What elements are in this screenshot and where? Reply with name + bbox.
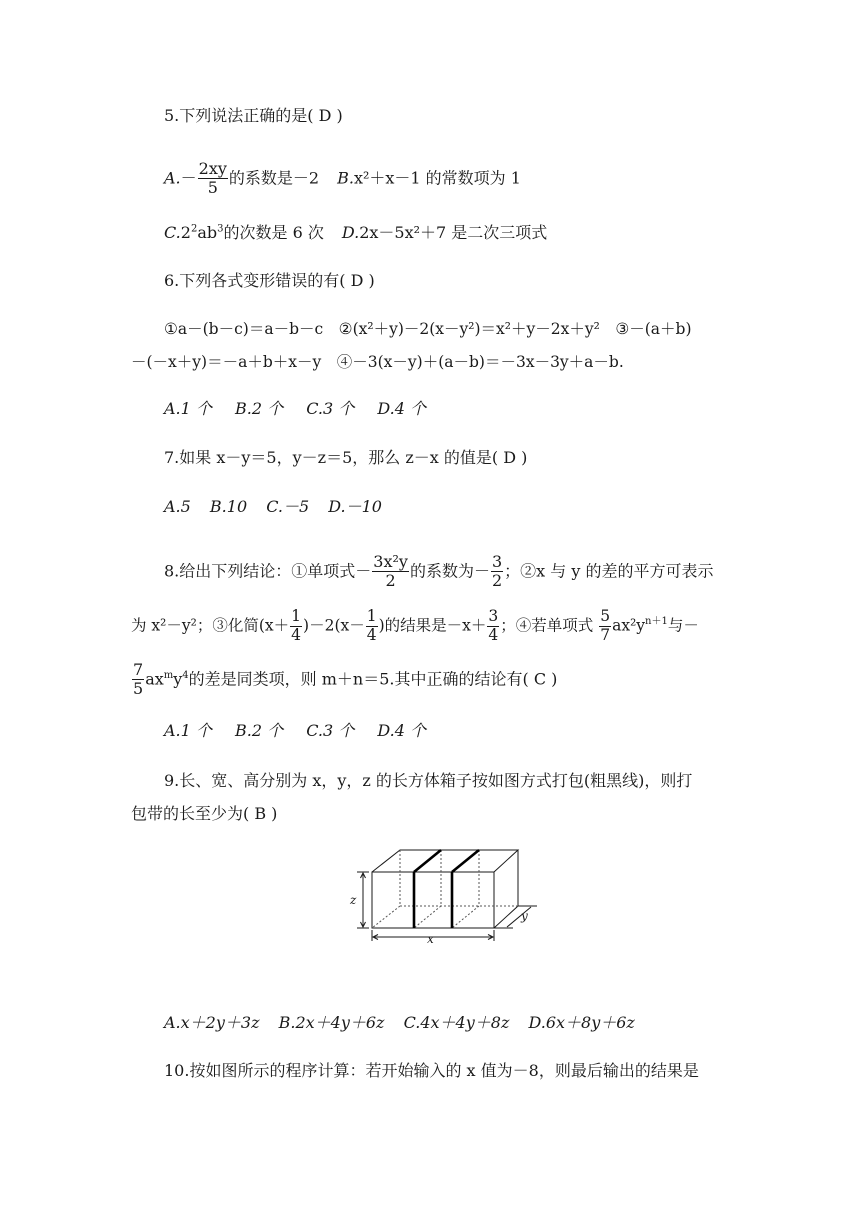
q8-text: )－2(x－ xyxy=(303,616,365,635)
q7-option-a: A.5 xyxy=(164,497,191,516)
q8-option-c: C.3 个 xyxy=(306,721,355,740)
q5-fraction-numerator: 2xy xyxy=(198,159,227,178)
q6-stem: 6.下列各式变形错误的有( D ) xyxy=(164,271,375,290)
q5-option-d-text: 2x－5x²＋7 是二次三项式 xyxy=(359,223,548,242)
q9-line2: 包带的长至少为( B ) xyxy=(131,804,278,823)
q8-line3 xyxy=(131,661,557,699)
q6-line1: ①a－(b－c)＝a－b－c ②(x²＋y)－2(x－y²)＝x²＋y－2x＋y² ③－(a＋b) xyxy=(164,320,692,338)
q5-option-c-coef: 2 xyxy=(180,223,191,242)
q5-options-ab xyxy=(164,160,521,198)
q8-text: 的系数为－ xyxy=(409,561,490,581)
q9-options xyxy=(164,1012,635,1034)
q8-text: ；④若单项式 xyxy=(500,616,599,635)
q8-line1 xyxy=(164,553,713,591)
q9-option-d: D.6x＋8y＋6z xyxy=(528,1013,635,1032)
q6-option-c: C.3 个 xyxy=(306,399,355,418)
q6-line2: －(－x＋y)＝－a＋b＋x－y ④－3(x－y)＋(a－b)＝－3x－3y＋a－b. xyxy=(131,353,624,371)
q8-fraction-denominator: 7 xyxy=(600,625,611,644)
q8-line2 xyxy=(131,608,699,645)
q8-option-a: A.1 个 xyxy=(164,721,212,740)
q5-option-c-sup2: 3 xyxy=(217,223,224,235)
q7-options xyxy=(164,496,382,518)
q8-fraction-numerator: 3x²y xyxy=(373,552,408,571)
q9-line1: 9.长、宽、高分别为 x，y，z 的长方体箱子按如图方式打包(粗黑线)，则打 xyxy=(164,771,693,790)
q6-option-b: B.2 个 xyxy=(235,399,284,418)
q8-text: 为 x²－y²；③化简(x＋ xyxy=(131,616,290,635)
q8-option-d: D.4 个 xyxy=(377,721,426,740)
fig-label-y: y xyxy=(521,909,528,923)
q8-fraction-numerator: 3 xyxy=(488,607,499,625)
q8-text: 8.给出下列结论：①单项式－ xyxy=(164,561,372,581)
q7-option-c: C.－5 xyxy=(266,497,310,516)
q8-fraction xyxy=(132,661,144,699)
fig-label-z: z xyxy=(350,893,357,907)
q7-option-d: D.－10 xyxy=(328,497,382,516)
q8-text: ax²y xyxy=(612,616,646,635)
q8-superscript: m xyxy=(163,670,174,682)
q8-fraction xyxy=(599,608,611,645)
q5-option-a-text: 的系数是－2 xyxy=(228,168,320,188)
q8-text: 的差是同类项，则 m＋n＝5.其中正确的结论有( C ) xyxy=(188,669,558,689)
q8-fraction-numerator: 1 xyxy=(366,607,377,625)
q5-option-a-fraction xyxy=(198,160,228,198)
q6-option-d: D.4 个 xyxy=(377,399,426,418)
q8-text: )的结果是－x＋ xyxy=(378,616,487,635)
q8-fraction-denominator: 4 xyxy=(488,625,499,644)
q8-fraction-numerator: 3 xyxy=(491,552,503,571)
q9-option-b: B.2x＋4y＋6z xyxy=(278,1013,385,1032)
q8-text: 与－ xyxy=(667,616,699,635)
q8-superscript: 4 xyxy=(182,670,189,682)
q8-fraction-denominator: 4 xyxy=(366,625,377,644)
q8-fraction xyxy=(290,608,302,645)
q5-option-b-text: x²＋x－1 的常数项为 1 xyxy=(353,168,521,188)
q8-text: y xyxy=(173,669,183,689)
q8-fraction-numerator: 5 xyxy=(600,607,611,625)
box-package-figure xyxy=(345,840,545,949)
q8-text: ；②x 与 y 的差的平方可表示 xyxy=(504,561,714,581)
q5-option-c-sup1: 2 xyxy=(190,223,198,235)
q8-options xyxy=(164,720,426,742)
q5-fraction-denominator: 5 xyxy=(207,178,218,198)
q8-fraction-denominator: 2 xyxy=(491,571,503,591)
q5-option-c-label: C. xyxy=(164,223,181,242)
q7-option-b: B.10 xyxy=(209,497,248,516)
q5-stem: 5.下列说法正确的是( D ) xyxy=(164,106,343,125)
q9-option-c: C.4x＋4y＋8z xyxy=(403,1013,510,1032)
q8-fraction-denominator: 2 xyxy=(385,571,396,591)
q8-superscript: n＋1 xyxy=(645,616,668,628)
q10-line1: 10.按如图所示的程序计算：若开始输入的 x 值为－8，则最后输出的结果是 xyxy=(164,1061,699,1080)
q8-fraction-denominator: 5 xyxy=(133,679,144,699)
q5-option-d-label: D. xyxy=(341,223,360,242)
q8-fraction xyxy=(366,608,378,645)
q5-options-cd xyxy=(164,222,547,244)
q7-stem: 7.如果 x－y＝5，y－z＝5，那么 z－x 的值是( D ) xyxy=(164,448,528,467)
q5-option-b-label: B. xyxy=(337,168,354,188)
q8-fraction-numerator: 7 xyxy=(133,660,144,679)
q6-options xyxy=(164,398,426,420)
box-figure-svg xyxy=(345,840,545,945)
q8-text: ax xyxy=(145,669,164,689)
q9-option-a: A.x＋2y＋3z xyxy=(164,1013,260,1032)
q8-fraction xyxy=(491,553,503,591)
q5-option-a-label: A. xyxy=(164,168,181,188)
fig-label-x: x xyxy=(427,932,434,945)
q6-option-a: A.1 个 xyxy=(164,399,212,418)
q8-fraction xyxy=(372,553,409,591)
q8-option-b: B.2 个 xyxy=(235,721,284,740)
q8-fraction-denominator: 4 xyxy=(291,625,302,644)
q8-fraction xyxy=(487,608,499,645)
q5-option-c-mid: ab xyxy=(197,223,218,242)
q8-fraction-numerator: 1 xyxy=(291,607,302,625)
q5-option-c-text: 的次数是 6 次 xyxy=(223,223,324,242)
q5-option-a-minus: － xyxy=(180,168,197,188)
